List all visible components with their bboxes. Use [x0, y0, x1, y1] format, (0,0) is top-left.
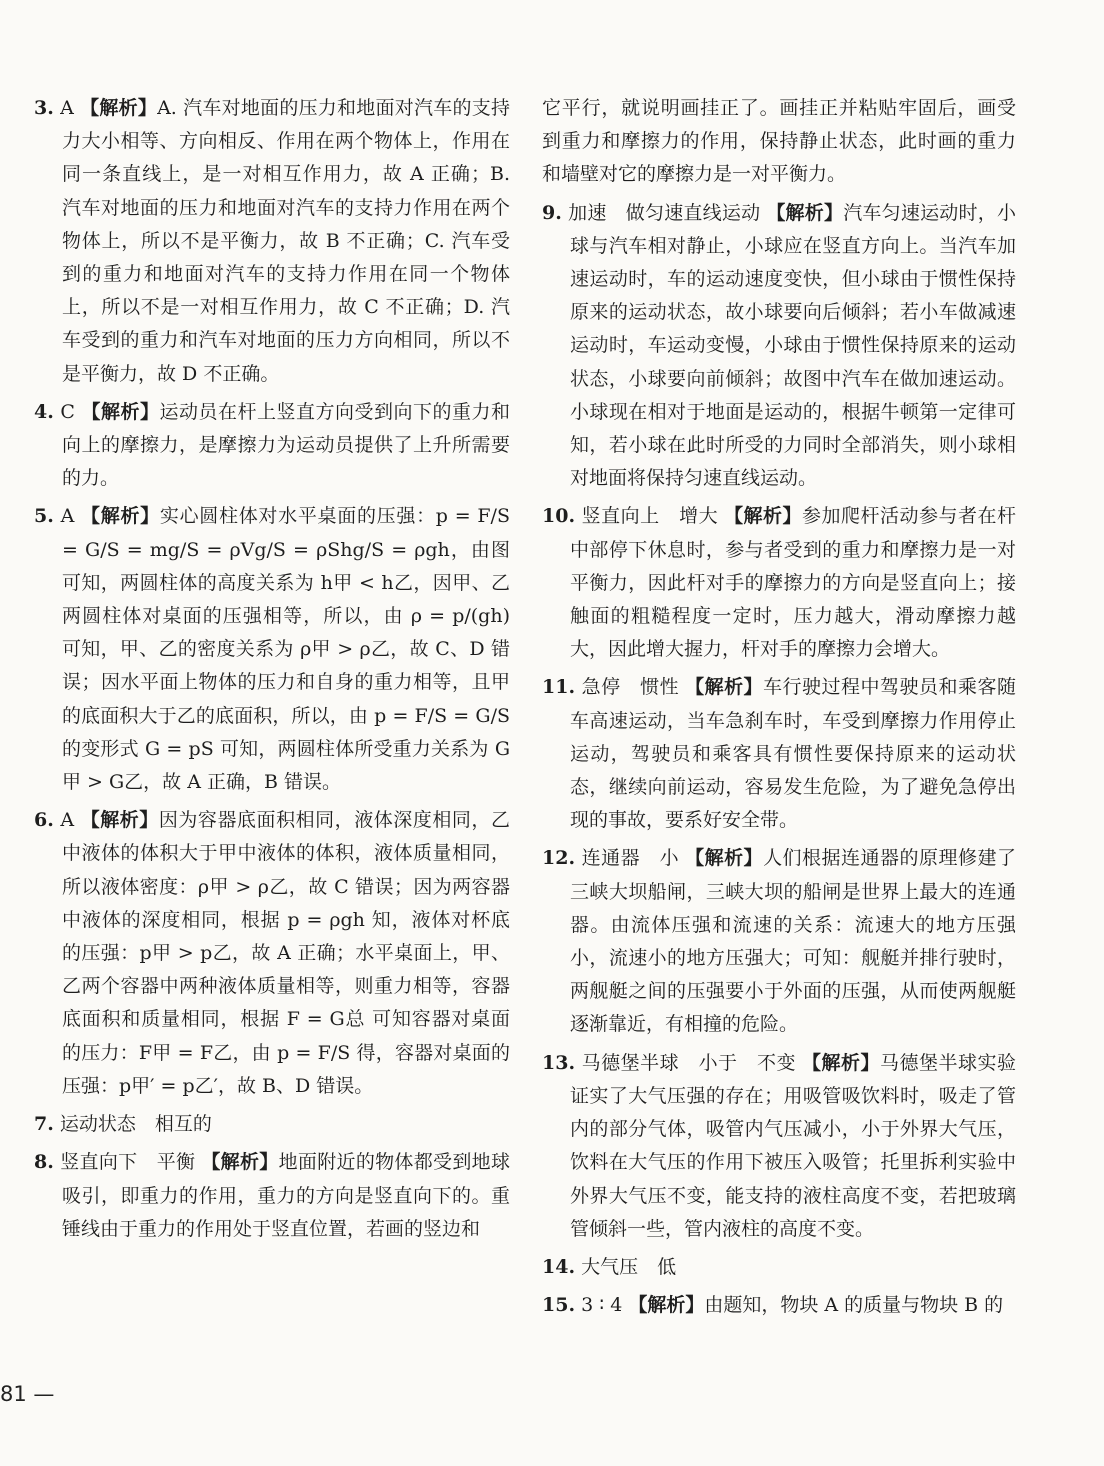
- item-number: 12.: [542, 847, 576, 870]
- item-number: 15.: [542, 1294, 576, 1317]
- item-answer: A: [60, 505, 75, 528]
- analysis-text: 运动员在杆上竖直方向受到向下的重力和向上的摩擦力，是摩擦力为运动员提供了上升所需要的力。: [62, 400, 510, 490]
- item-number: 8.: [34, 1151, 54, 1174]
- analysis-text: 因为容器底面积相同，液体深度相同，乙中液体的体积大于甲中液体的体积，液体质量相同，所以液体密度：ρ甲 > ρ乙，故 C 错误；因为两容器中液体的深度相同，根据 p = ρgh 知，液体对杯底的压强：p甲 > p乙，故 A 正确；水平桌面上，甲、乙两个容器中两种液体质量相等，则重力相等，容器底面积和质量相同，根据 F = G总 可知容器对桌面的压力：F甲 = F乙，由 p = F/S 得，容器对桌面的压强：p甲′ = p乙′，故 B、D 错误。: [62, 809, 510, 1097]
- answer-item-13: [542, 1047, 1016, 1246]
- item-answer: 加速 做匀速直线运动: [568, 201, 761, 224]
- right-column: [542, 92, 1016, 1327]
- item-answer: 竖直向下 平衡: [60, 1151, 196, 1174]
- analysis-tag: 【解析】: [802, 1051, 881, 1074]
- item-answer: 连通器 小: [581, 847, 680, 870]
- answer-item-11: [542, 671, 1016, 837]
- analysis-tag: 【解析】: [79, 97, 158, 119]
- continuation-text: 它平行，就说明画挂正了。画挂正并粘贴牢固后，画受到重力和摩擦力的作用，保持静止状态，此时画的重力和墙壁对它的摩擦力是一对平衡力。: [542, 97, 1016, 186]
- analysis-tag: 【解析】: [724, 505, 803, 528]
- analysis-tag: 【解析】: [685, 847, 764, 870]
- analysis-text: 实心圆柱体对水平桌面的压强：p = F/S = G/S = mg/S = ρVg/S = ρShg/S = ρgh，由图可知，两圆柱体的高度关系为 h甲 < h乙，因甲、乙两圆柱体对桌面的压强相等，所以，由 ρ = p/(gh) 可知，甲、乙的密度关系为 ρ甲 > ρ乙，故 C、D 错误；因水平面上物体的压力和自身的重力相等，且甲的底面积大于乙的底面积，所以，由 p = F/S = G/S 的变形式 G = pS 可知，两圆柱体所受重力关系为 G甲 > G乙，故 A 正确，B 错误。: [62, 505, 510, 794]
- item-number: 14.: [542, 1255, 576, 1278]
- analysis-tag: 【解析】: [628, 1294, 705, 1317]
- item-number: 11.: [542, 676, 576, 699]
- item-answer: C: [60, 400, 75, 423]
- answer-item-14: [542, 1251, 1016, 1284]
- answer-item-10: [542, 500, 1016, 666]
- answer-item-6: [34, 804, 510, 1103]
- analysis-text: 由题知，物块 A 的质量与物块 B 的: [704, 1294, 1004, 1317]
- answer-item-12: [542, 842, 1016, 1041]
- item-answer: A: [60, 97, 74, 119]
- item-answer: 3 ∶ 4: [581, 1294, 623, 1317]
- analysis-text: A. 汽车对地面的压力和地面对汽车的支持力大小相等、方向相反、作用在两个物体上，作用在同一条直线上，是一对相互作用力，故 A 正确；B. 汽车对地面的压力和地面对汽车的支持力作用在两个物体上，所以不是平衡力，故 B 不正确；C. 汽车受到的重力和地面对汽车的支持力作用在同一个物体上，所以不是一对相互作用力，故 C 不正确；D. 汽车受到的重力和汽车对地面的压力方向相同，所以不是平衡力，故 D 不正确。: [62, 97, 510, 385]
- page-number: [0, 1382, 54, 1406]
- item-number: 10.: [542, 505, 576, 528]
- answer-item-3: [34, 92, 510, 391]
- analysis-tag: 【解析】: [80, 809, 159, 832]
- item-number: 3.: [34, 97, 54, 119]
- item-number: 5.: [34, 505, 54, 528]
- item-answer: 马德堡半球 小于 不变: [581, 1051, 797, 1074]
- analysis-tag: 【解析】: [80, 505, 160, 528]
- analysis-text: 地面附近的物体都受到地球吸引，即重力的作用，重力的方向是竖直向下的。重锤线由于重力的作用处于竖直位置，若画的竖边和: [62, 1151, 510, 1240]
- analysis-tag: 【解析】: [766, 201, 844, 224]
- item-number: 6.: [34, 809, 54, 832]
- item-answer: 竖直向上 增大: [581, 505, 719, 528]
- analysis-tag: 【解析】: [80, 400, 160, 423]
- analysis-text: 人们根据连通器的原理修建了三峡大坝船闸，三峡大坝的船闸是世界上最大的连通器。由流体压强和流速的关系：流速大的地方压强小，流速小的地方压强大；可知：舰艇并排行驶时，两舰艇之间的压强要小于外面的压强，从而使两舰艇逐渐靠近，有相撞的危险。: [570, 847, 1016, 1036]
- answer-item-8: [34, 1146, 510, 1246]
- item-number: 13.: [542, 1051, 576, 1074]
- analysis-text: 车行驶过程中驾驶员和乘客随车高速运动，当车急刹车时，车受到摩擦力作用停止运动，驾驶员和乘客具有惯性要保持原来的运动状态，继续向前运动，容易发生危险，为了避免急停出现的事故，要系好安全带。: [570, 676, 1016, 832]
- page-number-dash: —: [33, 1382, 55, 1406]
- answer-item-5: [34, 500, 510, 799]
- left-column: [34, 92, 510, 1251]
- item-number: 9.: [542, 201, 562, 224]
- analysis-text: 汽车匀速运动时，小球与汽车相对静止，小球应在竖直方向上。当汽车加速运动时，车的运动速度变快，但小球由于惯性保持原来的运动状态，故小球要向后倾斜；若小车做减速运动时，车运动变慢，小球由于惯性保持原来的运动状态，小球要向前倾斜；故图中汽车在做加速运动。小球现在相对于地面是运动的，根据牛顿第一定律可知，若小球在此时所受的力同时全部消失，则小球相对地面将保持匀速直线运动。: [570, 201, 1016, 490]
- answer-item-4: [34, 396, 510, 496]
- page-number-value: 81: [0, 1382, 27, 1406]
- answer-item-9: [542, 197, 1016, 496]
- answer-item-7: [34, 1108, 510, 1141]
- item-answer: 急停 惯性: [581, 676, 680, 699]
- analysis-tag: 【解析】: [685, 676, 764, 699]
- analysis-text: 参加爬杆活动参与者在杆中部停下休息时，参与者受到的重力和摩擦力是一对平衡力，因此杆对手的摩擦力的方向是竖直向上；接触面的粗糙程度一定时，压力越大，滑动摩擦力越大，因此增大握力，杆对手的摩擦力会增大。: [570, 505, 1016, 661]
- item-answer: 运动状态 相互的: [59, 1113, 212, 1136]
- item-number: 4.: [34, 400, 54, 423]
- analysis-tag: 【解析】: [201, 1151, 279, 1174]
- item-number: 7.: [34, 1113, 54, 1136]
- analysis-text: 马德堡半球实验证实了大气压强的存在；用吸管吸饮料时，吸走了管内的部分气体，吸管内气压减小，小于外界大气压，饮料在大气压的作用下被压入吸管；托里拆利实验中外界大气压不变，能支持的液柱高度不变，若把玻璃管倾斜一些，管内液柱的高度不变。: [570, 1051, 1016, 1240]
- item-answer: A: [60, 809, 75, 832]
- answer-item-15: [542, 1289, 1016, 1322]
- item-answer: 大气压 低: [581, 1255, 677, 1278]
